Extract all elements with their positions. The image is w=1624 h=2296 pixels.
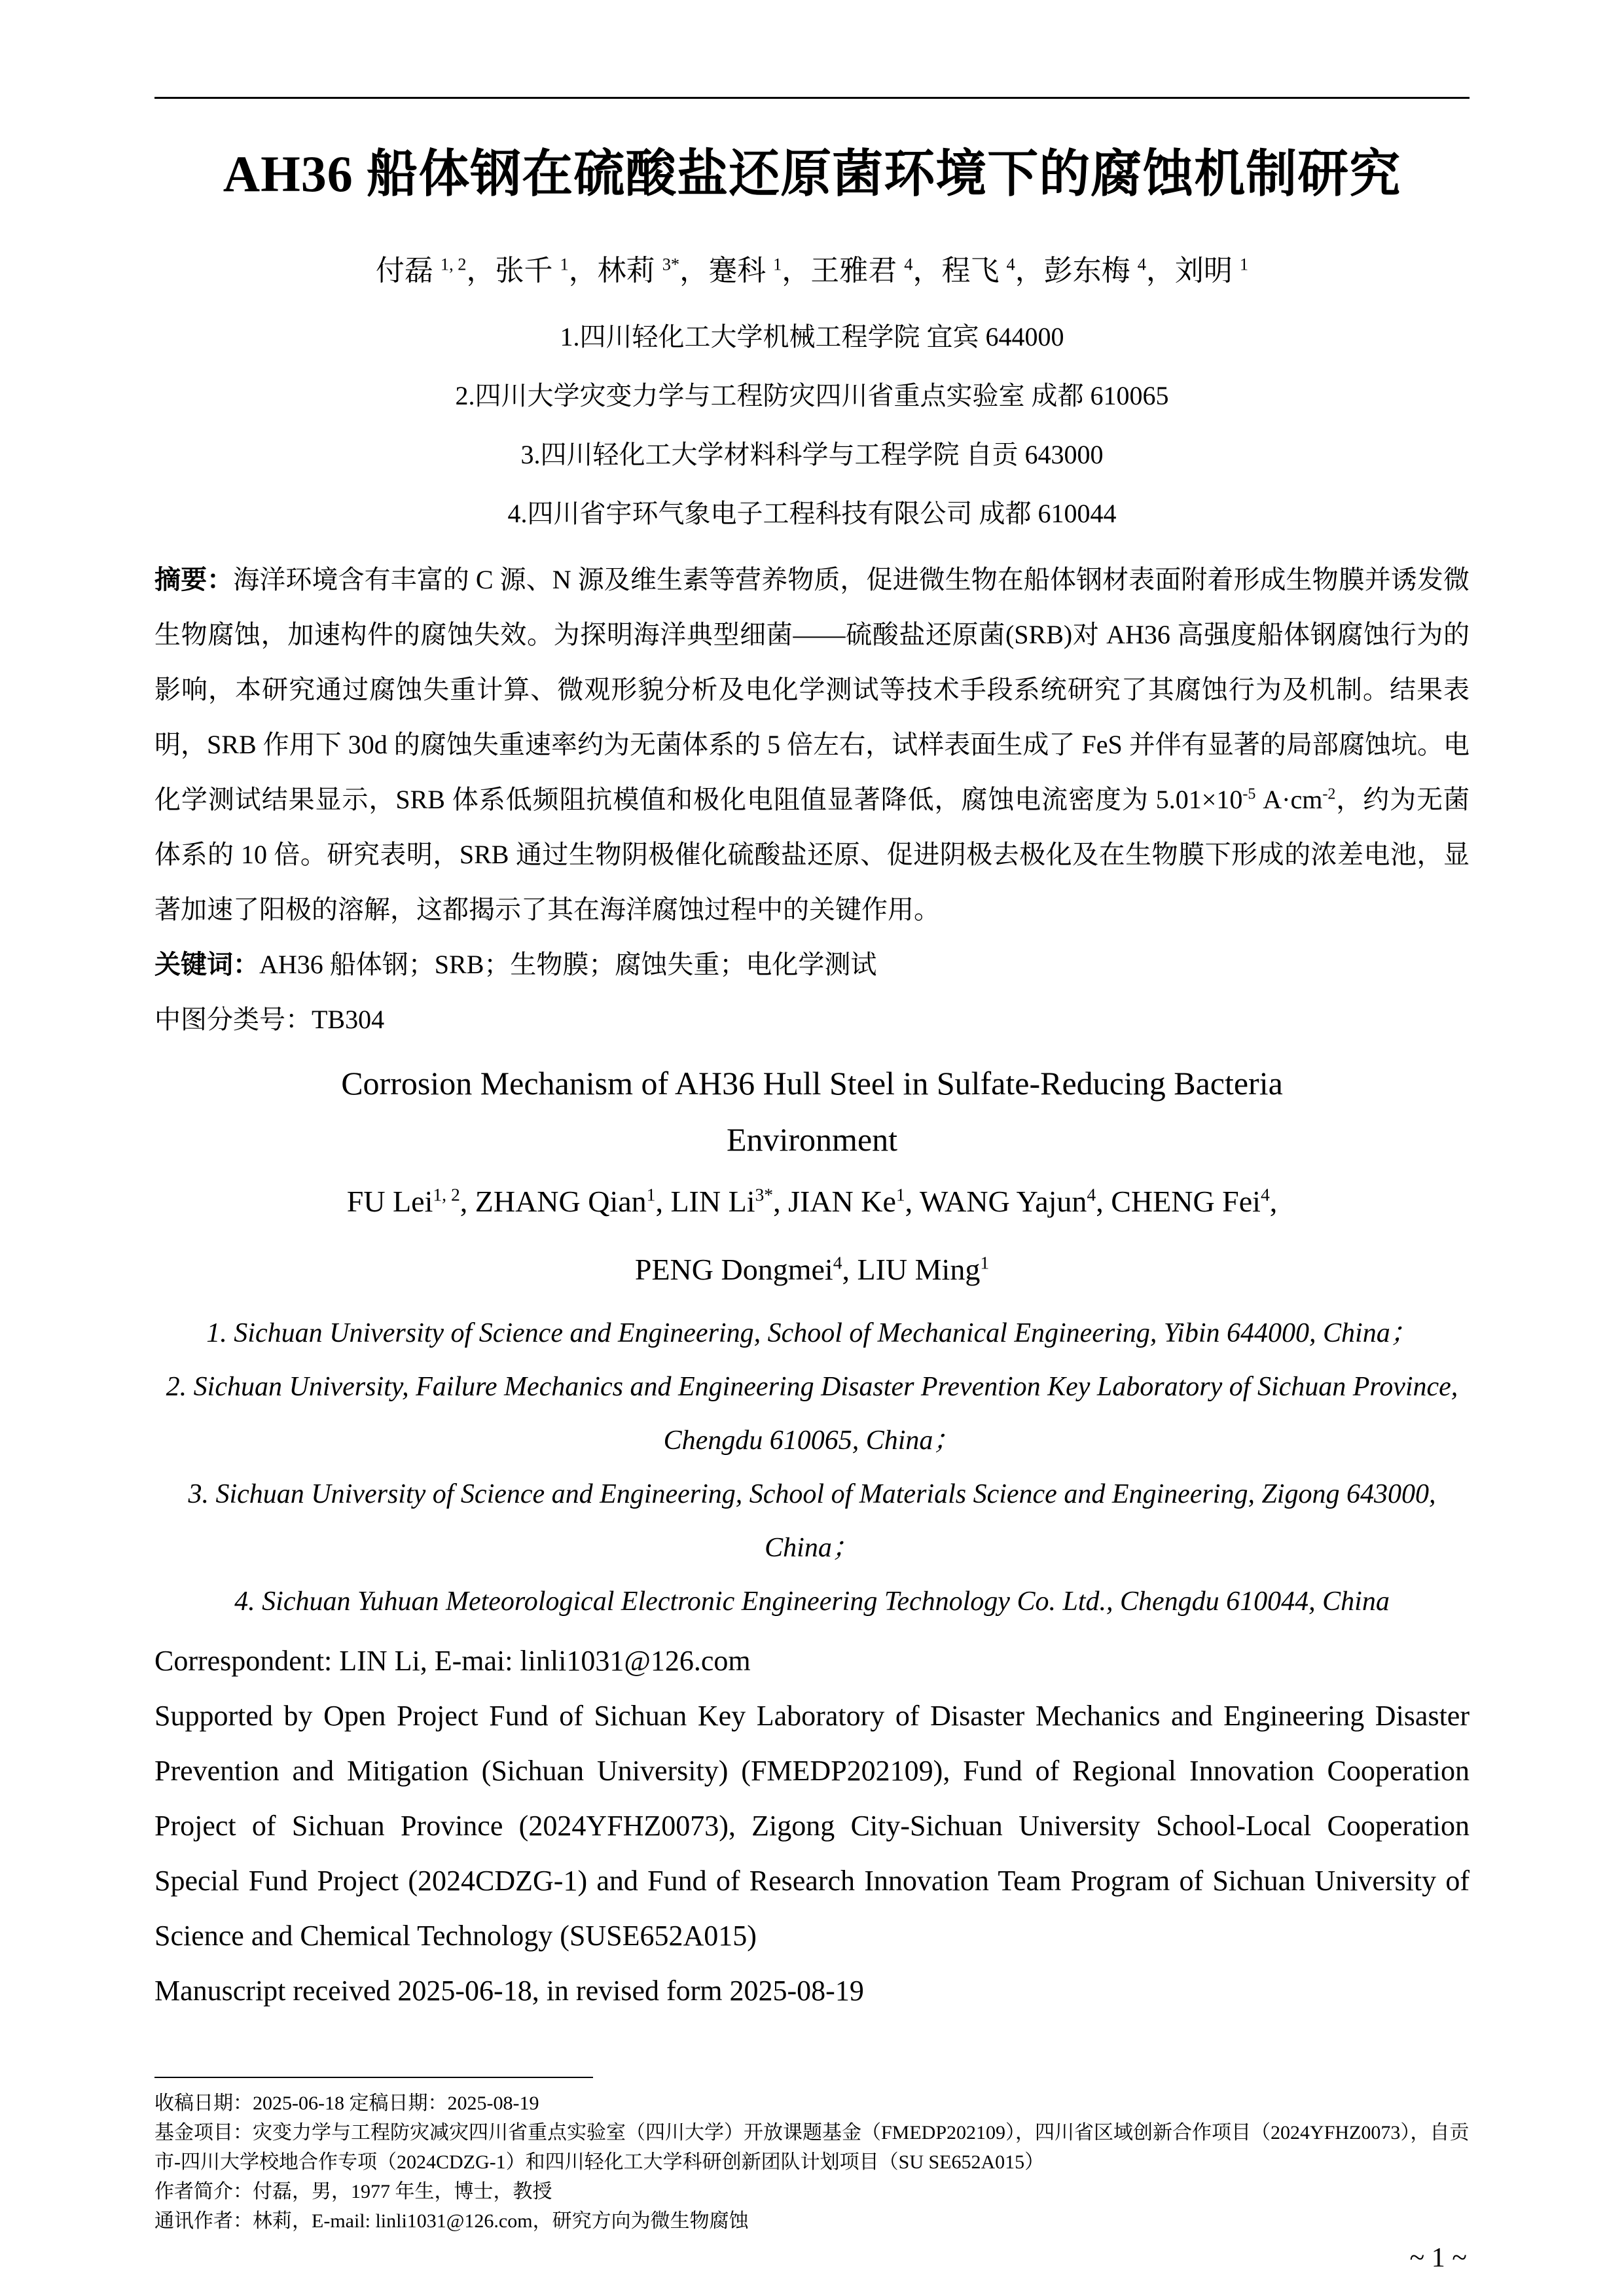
paper-title-en [154,1055,1470,1168]
affiliations-en [154,1306,1470,1628]
authors-en-line1: FU Lei$^{1, 2}$, ZHANG Qian$^1$, LIN $Li^{3*}$, JIAN Ke$^1$, WANG Yajun$^4$, CHENG Fei$^4$, [346,1184,1278,1218]
authors-en-line2: PENG Dongmei$^4$, LIU Ming$^1$ [634,1252,990,1286]
page-number: ~ 1 ~ [1409,2243,1467,2273]
footnote-author-bio: 作者简介：付磊，男，1977 年生，博士，教授 [154,2181,552,2202]
keywords-line [154,937,1470,992]
paper-title-cn: AH36 船体钢在硫酸盐还原菌环境下的腐蚀机制研究 [223,145,1401,202]
affiliation-en-4: 4. Sichuan Yuhuan Meteorological Electronic Engineering Technology Co. Ltd., Chengdu 610044, China [234,1586,1390,1617]
keywords-label: 关键词： [154,949,259,979]
keywords-text: AH36 船体钢；SRB；生物膜；腐蚀失重；电化学测试 [259,949,877,979]
header-rule [154,97,1470,99]
affiliation-cn-2: 2.四川大学灾变力学与工程防灾四川省重点实验室 成都 610065 [455,380,1169,410]
abstract-label: 摘要： [154,564,234,594]
affiliation-en-3: 3. Sichuan University of Science and Engineering, School of Materials Science and Engineering, Zigong 643000, China； [188,1479,1436,1563]
authors-cn: 付磊 $^{1, 2}$，张千 $^1$，林莉 $^{3*}$，蹇科 $^1$，王雅君 $^4$，程飞 $^4$，彭东梅 $^4$，刘明 $^1$ [375,253,1249,287]
footnote-received-date: 收稿日期：2025-06-18 定稿日期：2025-08-19 [154,2092,539,2114]
paper-title-en-line1: Corrosion Mechanism of AH36 Hull Steel in Sulfate-Reducing Bacteria [341,1064,1283,1102]
abstract-paragraph [154,552,1470,937]
affiliation-cn-3: 3.四川轻化工大学材料科学与工程学院 自贡 643000 [520,439,1104,469]
abstract-text: 海洋环境含有丰富的 C 源、N 源及维生素等营养物质，促进微生物在船体钢材表面附着形成生物膜并诱发微生物腐蚀，加速构件的腐蚀失效。为探明海洋典型细菌——硫酸盐还原菌(SRB)对 AH36 高强度船体钢腐蚀行为的影响，本研究通过腐蚀失重计算、微观形貌分析及电化学测试等技术手段系统研究了其腐蚀行为及机制。结果表明，SRB 作用下 30d 的腐蚀失重速率约为无菌体系的 5 倍左右，试样表面生成了 FeS 并伴有显著的局部腐蚀坑。电化学测试结果显示，SRB 体系低频阻抗模值和极化电阻值显著降低，腐蚀电流密度为 $5.01\times 10^{-5}$ $A\cdot cm^{-2}$，约为无菌体系的 10 倍。研究表明，SRB 通过生物阴极催化硫酸盐还原、促进阴极去极化及在生物膜下形成的浓差电池，显著加速了阳极的溶解，这都揭示了其在海洋腐蚀过程中的关键作用。 [154,564,1470,924]
affiliation-en-1: 1. Sichuan University of Science and Engineering, School of Mechanical Engineering, Yibin 644000, China； [206,1318,1418,1348]
correspondent-line: Correspondent: LIN Li, E-mai: linli1031@126.com [154,1644,751,1677]
authors-en [154,1168,1470,1304]
footnote-corresponding-author: 通讯作者：林莉，E-mail: linli1031@126.com，研究方向为微生物腐蚀 [154,2210,749,2232]
affiliations-cn [154,308,1470,543]
affiliation-cn-4: 4.四川省宇环气象电子工程科技有限公司 成都 610044 [507,498,1117,528]
footnote-separator [154,2077,593,2078]
clc-number-line: 中图分类号：TB304 [154,1004,385,1034]
affiliation-en-2: 2. Sichuan University, Failure Mechanics and Engineering Disaster Prevention Key Laboratory of Sichuan Province, Chengdu 610065, China； [166,1371,1458,1456]
manuscript-dates-line: Manuscript received 2025-06-18, in revised form 2025-08-19 [154,1974,864,2007]
funding-statement: Supported by Open Project Fund of Sichuan Key Laboratory of Disaster Mechanics and Engineering Disaster Prevention and Mitigation (Sichuan University) (FMEDP202109), Fund of Regional Innovation Cooperation Project of Sichuan Province (2024YFHZ0073), Zigong City-Sichuan University School-Local Cooperation Special Fund Project (2024CDZG-1) and Fund of Research Innovation Team Program of Sichuan University of Science and Chemical Technology (SUSE652A015) [154,1699,1470,1952]
affiliation-cn-1: 1.四川轻化工大学机械工程学院 宜宾 644000 [560,321,1064,351]
footnote-funding: 基金项目：灾变力学与工程防灾减灾四川省重点实验室（四川大学）开放课题基金（FMEDP202109），四川省区域创新合作项目（2024YFHZ0073），自贡市-四川大学校地合作专项（2024CDZG-1）和四川轻化工大学科研创新团队计划项目（SU SE652A015） [154,2122,1470,2173]
paper-title-en-line2: Environment [726,1121,898,1158]
footnote-area [154,2077,1470,2236]
